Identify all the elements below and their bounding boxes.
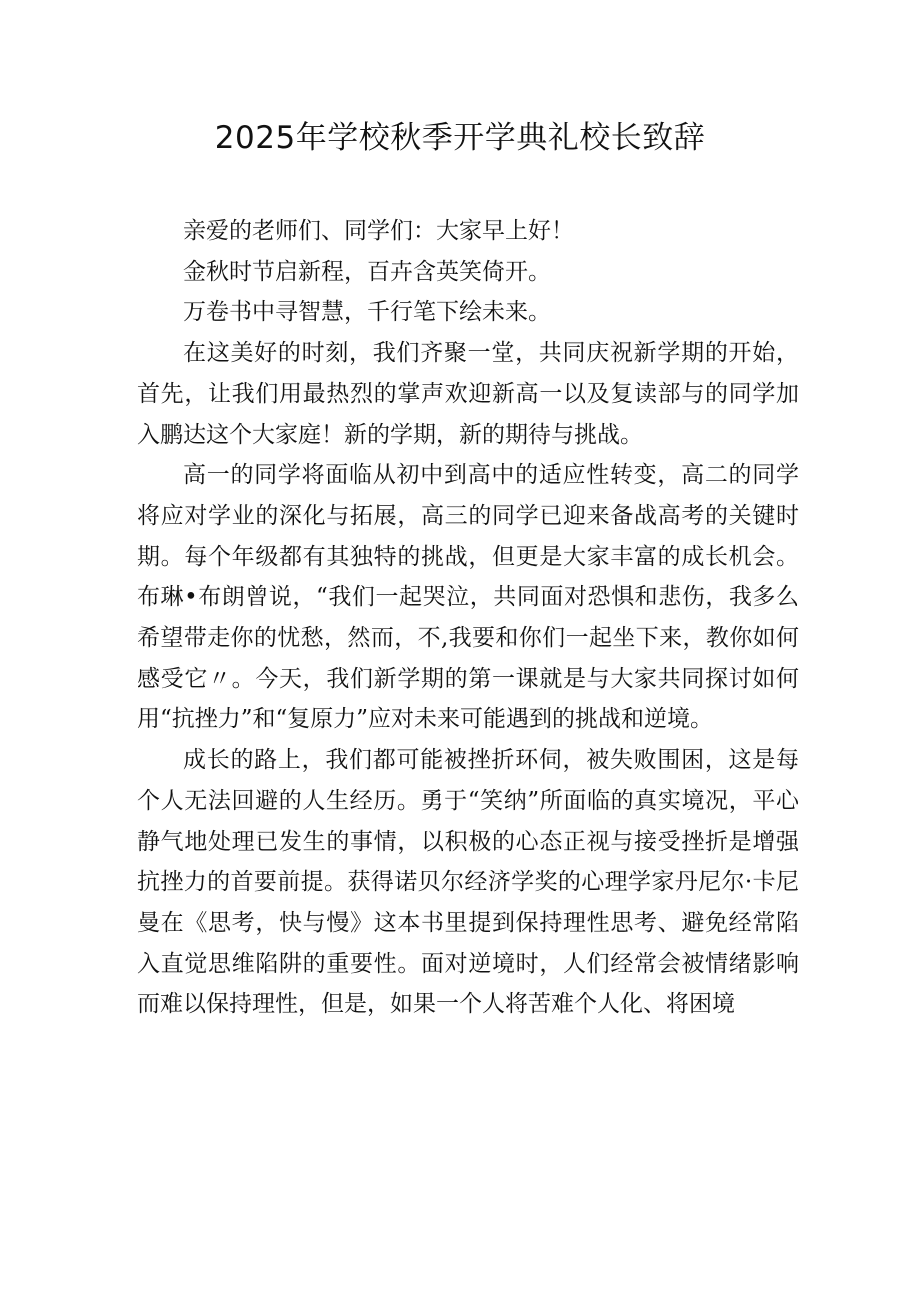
body-paragraph: 在这美好的时刻，我们齐聚一堂，共同庆祝新学期的开始，首先，让我们用最热烈的掌声欢迎新高一以及复读部与的同学加入鹏达这个大家庭！新的学期，新的期待与挑战。: [137, 340, 799, 448]
body-paragraph: 成长的路上，我们都可能被挫折环伺，被失败围困，这是每个人无法回避的人生经历。勇于“笑纳”所面临的真实境况，平心静气地处理已发生的事情，以积极的心态正视与接受挫折是增强抗挫力的首要前提。获得诺贝尔经济学奖的心理学家丹尼尔·卡尼曼在《思考，快与慢》这本书里提到保持理性思考、避免经常陷入直觉思维陷阱的重要性。面对逆境时，人们经常会被情绪影响而难以保持理性，但是，如果一个人将苦难个人化、将困境: [137, 747, 799, 1018]
document-body: [137, 211, 799, 1025]
verse-line-2: 万卷书中寻智慧，千行笔下绘未来。: [183, 299, 551, 326]
verse-line-1: 金秋时节启新程，百卉含英笑倚开。: [183, 258, 551, 285]
body-paragraph: 高一的同学将面临从初中到高中的适应性转变，高二的同学将应对学业的深化与拓展，高三的同学已迎来备战高考的关键时期。每个年级都有其独特的挑战，但更是大家丰富的成长机会。布琳•布朗曾说，“我们一起哭泣，共同面对恐惧和悲伤，我多么希望带走你的忧愁，然而，不,我要和你们一起坐下来，教你如何感受它〃。今天，我们新学期的第一课就是与大家共同探讨如何用“抗挫力”和“复原力”应对未来可能遇到的挑战和逆境。: [137, 462, 799, 733]
document-title: 2025年学校秋季开学典礼校长致辞: [214, 120, 706, 156]
greeting-paragraph: 亲爱的老师们、同学们：大家早上好！: [183, 218, 574, 244]
